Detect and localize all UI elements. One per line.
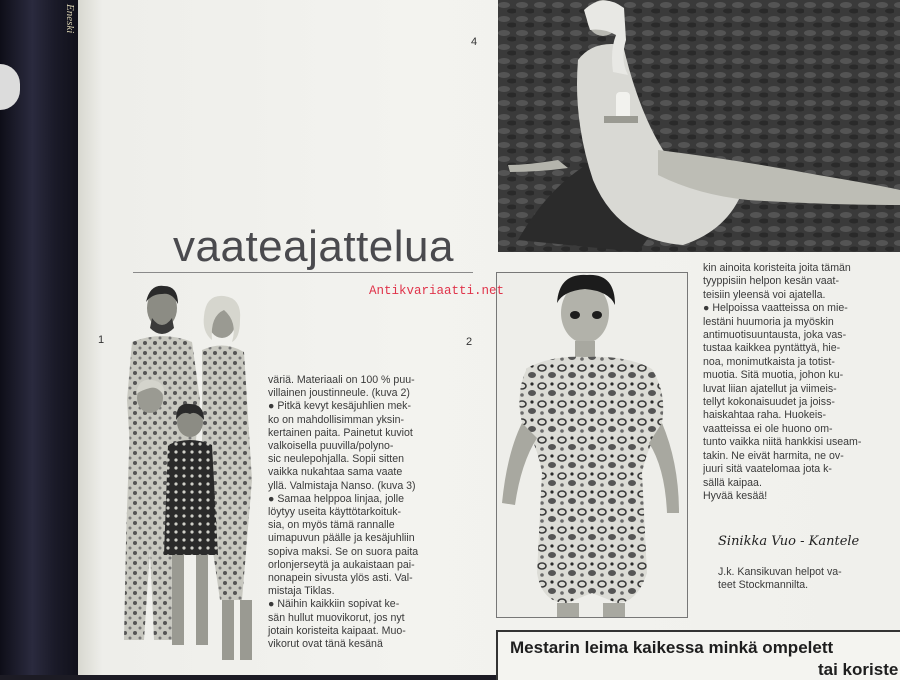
article-text-line: takin. Ne eivät harmita, ne ov- [703, 449, 844, 462]
article-text-line: noa, monimutkaista ja totist- [703, 355, 835, 368]
article-text-line: vikorut ovat tänä kesänä [268, 638, 383, 651]
article-text-line: valkoisella puuvilla/polyno- [268, 440, 394, 453]
article-text-line: uimapuvun päälle ja kesäjuhliin [268, 532, 415, 545]
article-text-line: tellyt kokonaisuudet ja joiss- [703, 396, 835, 409]
article-text-line: lestäni huumoria ja myöskin [703, 315, 834, 328]
article-text-line: vaikka nukahtaa sama vaate [268, 466, 403, 479]
article-text-line: tustaa kaikkea pyntättyä, hie- [703, 342, 841, 355]
article-text-line: ● Samaa helppoa linjaa, jolle [268, 492, 404, 505]
article-text-line: sän hullut muovikorut, jos nyt [268, 611, 405, 624]
article-text-line: löytyy useita käyttötarkoituk- [268, 506, 402, 519]
article-text-line: kertainen paita. Painetut kuviot [268, 426, 413, 439]
banner-headline-continued: tai koriste [818, 660, 899, 679]
article-text-line: ● Pitkä kevyt kesäjuhlien mek- [268, 400, 411, 413]
article-text-line: luvat liian ajatellut ja viimeis- [703, 382, 837, 395]
figure-number: 1 [98, 334, 105, 346]
article-column-2 [703, 262, 900, 503]
article-text-line: sic neulepohjalla. Sopii sitten [268, 453, 405, 466]
article-text-line: yllä. Valmistaja Nanso. (kuva 3) [268, 479, 416, 492]
article-title: vaateajattelua [173, 222, 454, 271]
reclining-model-illustration [498, 0, 900, 252]
figure-number: 2 [466, 336, 473, 348]
article-column-1 [268, 374, 478, 651]
article-text-line: ● Helpoissa vaatteissa on mie- [703, 302, 848, 315]
binder-ring [0, 64, 20, 110]
article-text-line: muotia. Sitä muotia, johon ku- [703, 369, 844, 382]
article-text-line: vaatteissa ei ole huono om- [703, 422, 833, 435]
article-text-line: tyyppisiin helpon kesän vaat- [703, 275, 840, 288]
family-photo [92, 280, 272, 675]
watermark-label: Antikvariaatti.net [369, 284, 505, 298]
title-divider [133, 272, 473, 273]
article-text-line: villainen joustinneule. (kuva 2) [268, 387, 410, 400]
article-text-line: sia, on myös tämä rannalle [268, 519, 395, 532]
patterned-romper-illustration [497, 273, 688, 618]
article-text-line: orlonjerseytä ja aukaistaan pai- [268, 558, 415, 571]
banner-headline: Mestarin leima kaikessa minkä ompelett [510, 638, 834, 657]
magazine-page [78, 0, 900, 679]
article-text-line: teisiin yleensä voi ajatella. [703, 288, 826, 301]
author-signature: Sinikka Vuo - Kantele [718, 534, 860, 549]
article-text-line: Hyvää kesää! [703, 489, 768, 502]
page-number: 4 [471, 36, 478, 48]
family-illustration [92, 280, 272, 675]
caption-text-line: teet Stockmannilta. [718, 579, 809, 592]
article-text-line: jotain koristeita kaipaat. Muo- [268, 624, 406, 637]
article-text-line: sällä kaipaa. [703, 476, 762, 489]
article-text-line: mistaja Tiklas. [268, 585, 335, 598]
article-text-line: sopiva maksi. Se on suora paita [268, 545, 419, 558]
article-text-line: haiskahtaa raha. Huokeis- [703, 409, 827, 422]
article-text-line: väriä. Materiaali on 100 % puu- [268, 374, 415, 386]
article-text-line: ● Näihin kaikkiin sopivat ke- [268, 598, 400, 611]
beach-photo [498, 0, 900, 252]
article-text-line: juuri sitä vaatelomaa jota k- [703, 463, 832, 476]
article-text-line: kin ainoita koristeita joita tämän [703, 262, 851, 274]
model-portrait-photo [496, 272, 688, 618]
binder-spine-label: Eneski [64, 4, 76, 34]
article-text-line: antimuotisuuntausta, joka vas- [703, 329, 847, 342]
cover-caption [718, 566, 900, 593]
article-text-line: nonapein sivusta ylös asti. Val- [268, 572, 413, 585]
advertisement-banner [496, 630, 900, 680]
article-text-line: ko on mahdollisimman yksin- [268, 413, 405, 426]
article-text-line: tunto vaikka niitä hankkisi useam- [703, 436, 862, 449]
caption-text-line: J.k. Kansikuvan helpot va- [718, 566, 842, 578]
